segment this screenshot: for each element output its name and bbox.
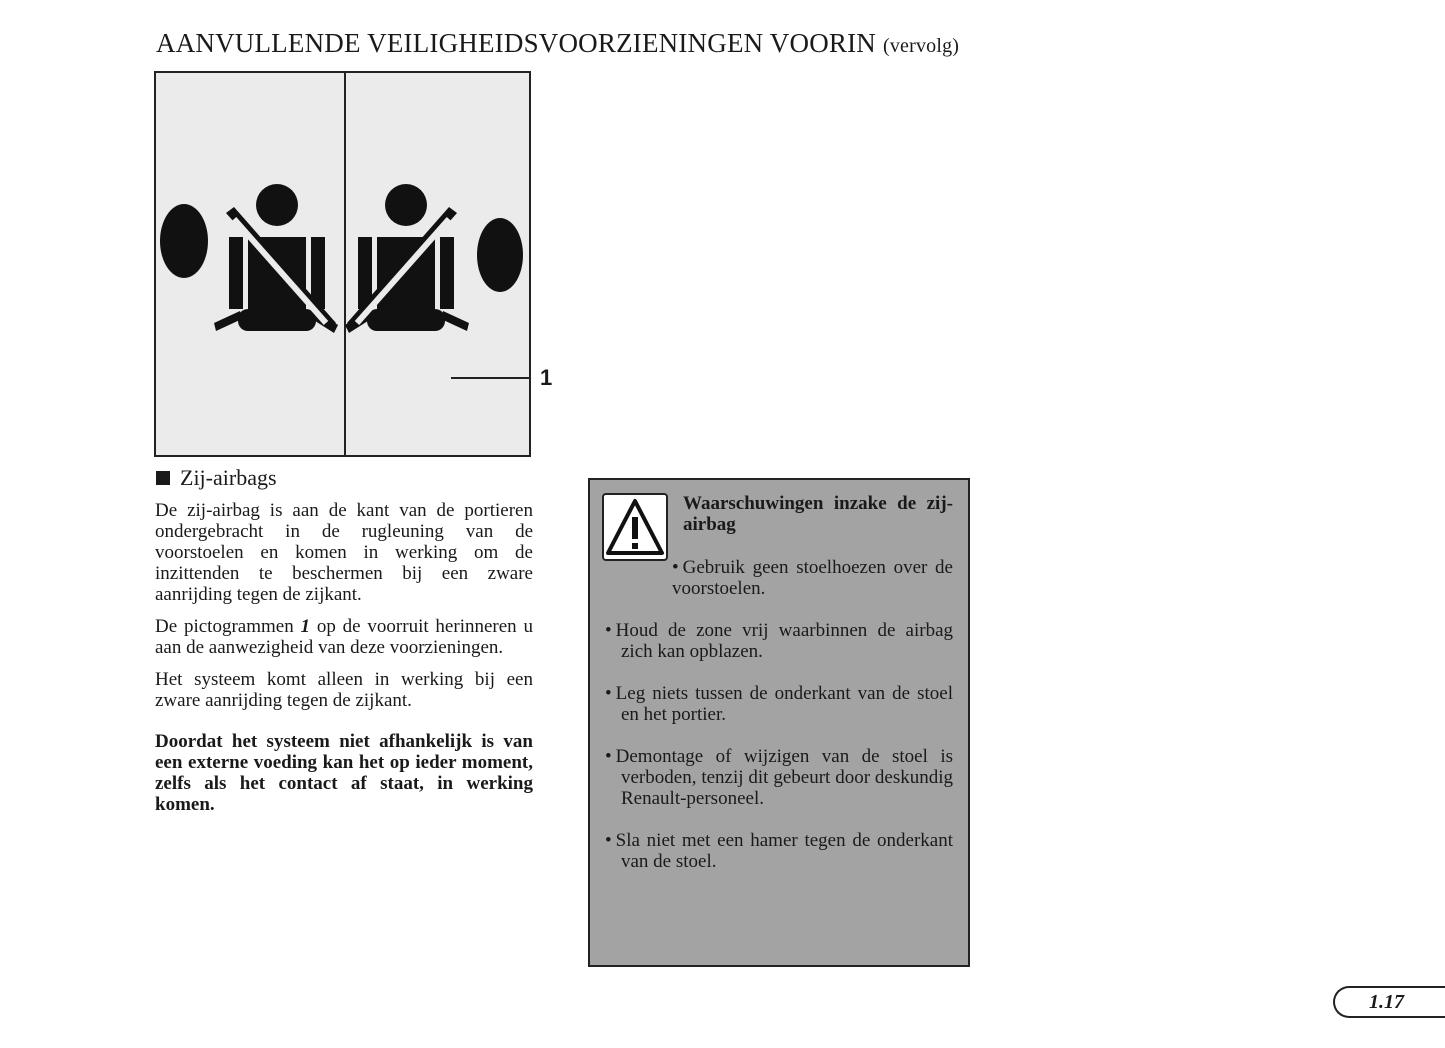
seatbelt-person-icon: [214, 184, 338, 333]
callout-line: [451, 377, 531, 379]
pictogram-figure: [154, 71, 531, 457]
list-item: • Leg niets tussen de onderkant van de stoel en het portier.: [605, 683, 953, 725]
paragraph-pictogram: De pictogrammen 1 op de voorruit herinneren u aan de aanwezigheid van deze voorzieningen.: [155, 616, 533, 658]
page-number: 1.17: [1333, 986, 1445, 1018]
side-airbag-icon: [160, 204, 208, 278]
list-item: • Houd de zone vrij waarbinnen de airbag zich kan opblazen.: [605, 620, 953, 662]
bold-paragraph: Doordat het systeem niet afhankelijk is van een externe voeding kan het op ieder moment, zelfs als het contact af staat, in werking komen.: [155, 731, 533, 815]
pictogram-illustration: [156, 73, 533, 459]
paragraph: Het systeem komt alleen in werking bij een zware aanrijding tegen de zijkant.: [155, 669, 533, 711]
side-airbag-icon: [477, 218, 523, 292]
seatbelt-person-icon: [345, 184, 469, 333]
list-item: • Demontage of wijzigen van de stoel is verboden, tenzij dit gebeurt door deskundig Renault-personeel.: [605, 746, 953, 809]
paragraph: De zij-airbag is aan de kant van de portieren ondergebracht in de rugleuning van de voorstoelen en komen in werking om de inzittenden te beschermen bij een zware aanrijding tegen de zijkant.: [155, 500, 533, 605]
body-text: [155, 500, 533, 826]
warning-title: Waarschuwingen inzake de zij-airbag: [683, 493, 953, 535]
warning-triangle-icon: [602, 493, 668, 561]
list-item: • Sla niet met een hamer tegen de onderkant van de stoel.: [605, 830, 953, 872]
warning-box: [588, 478, 970, 967]
square-bullet-icon: [156, 471, 170, 485]
section-heading: [156, 465, 277, 491]
page-title-suffix: (vervolg): [882, 35, 960, 57]
callout-label: 1: [540, 365, 553, 390]
page-title: [156, 28, 959, 59]
pictogram-reference: 1: [300, 616, 311, 637]
warning-list: [605, 557, 953, 893]
page-title-main: AANVULLENDE VEILIGHEIDSVOORZIENINGEN VOORIN: [156, 28, 876, 58]
list-item: • Gebruik geen stoelhoezen over de voorstoelen.: [672, 557, 953, 599]
section-heading-text: Zij-airbags: [180, 465, 277, 490]
